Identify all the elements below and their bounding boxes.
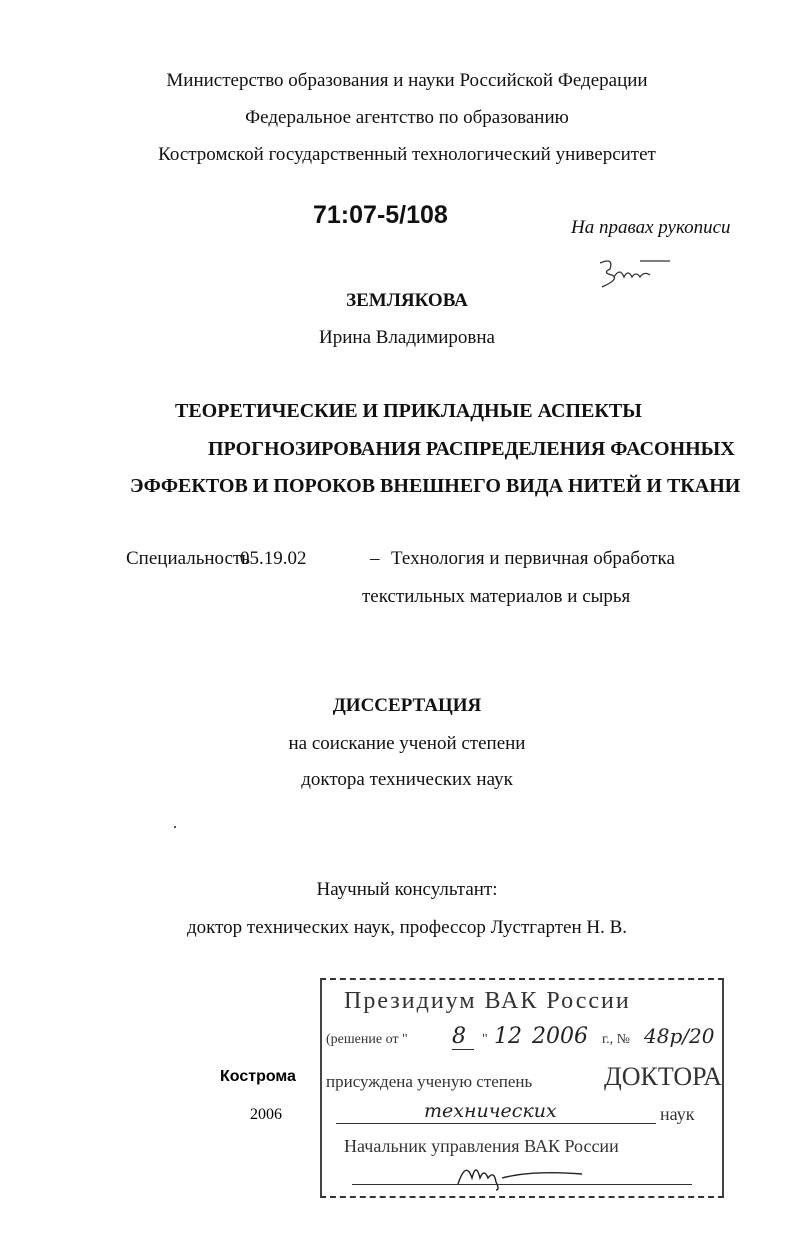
stamp-day: 8	[452, 1024, 474, 1050]
degree-line-2: доктора технических наук	[301, 769, 513, 790]
title-line-1: ТЕОРЕТИЧЕСКИЕ И ПРИКЛАДНЫЕ АСПЕКТЫ	[175, 400, 642, 422]
city: Кострома	[220, 1068, 296, 1085]
title-line-3: ЭФФЕКТОВ И ПОРОКОВ ВНЕШНЕГО ВИДА НИТЕЙ И ТКАНИ	[130, 475, 741, 497]
ministry: Министерство образования и науки Российской Федерации	[166, 70, 648, 91]
specialty-label: Специальность	[126, 548, 250, 569]
specialty-name-2: текстильных материалов и сырья	[362, 586, 631, 607]
consultant-label: Научный консультант:	[316, 879, 498, 900]
stamp-quote: "	[482, 1032, 488, 1047]
specialty-name-1: Технология и первичная обработка	[391, 548, 675, 569]
stamp-month: 12	[494, 1024, 522, 1049]
stamp-sciences: наук	[660, 1104, 695, 1124]
stamp-field-line	[336, 1123, 656, 1124]
agency: Федеральное агентство по образованию	[245, 107, 569, 128]
manuscript-note: На правах рукописи	[571, 217, 731, 238]
stamp-number: 48р/20	[644, 1024, 715, 1048]
university: Костромской государственный технологический университет	[158, 144, 656, 165]
stamp-signature-icon	[452, 1158, 592, 1192]
stamp-awarded: присуждена ученую степень	[326, 1072, 533, 1091]
stamp-degree: ДОКТОРА	[604, 1062, 723, 1091]
author-name: Ирина Владимировна	[319, 327, 495, 348]
catalog-code: 71:07-5/108	[313, 201, 448, 229]
degree-line-1: на соискание ученой степени	[288, 733, 526, 754]
stamp-head: Начальник управления ВАК России	[344, 1136, 619, 1156]
stamp-decision-prefix: (решение от "	[326, 1032, 408, 1047]
vak-stamp	[320, 978, 724, 1198]
author-surname: ЗЕМЛЯКОВА	[346, 290, 468, 311]
stamp-signature-line	[352, 1184, 692, 1185]
signature-icon	[592, 255, 682, 291]
stamp-year: 2006	[532, 1024, 588, 1049]
specialty-dash: –	[370, 548, 380, 569]
title-line-2: ПРОГНОЗИРОВАНИЯ РАСПРЕДЕЛЕНИЯ ФАСОННЫХ	[208, 438, 735, 460]
stamp-field: технических	[424, 1100, 557, 1122]
consultant-name: доктор технических наук, профессор Лустгартен Н. В.	[186, 917, 628, 938]
year: 2006	[250, 1106, 282, 1123]
stamp-number-prefix: г., №	[602, 1032, 631, 1047]
specialty-code: 05.19.02	[240, 548, 307, 569]
work-type: ДИССЕРТАЦИЯ	[332, 695, 482, 716]
scan-speck	[174, 826, 176, 828]
stamp-title: Президиум ВАК России	[344, 988, 631, 1014]
